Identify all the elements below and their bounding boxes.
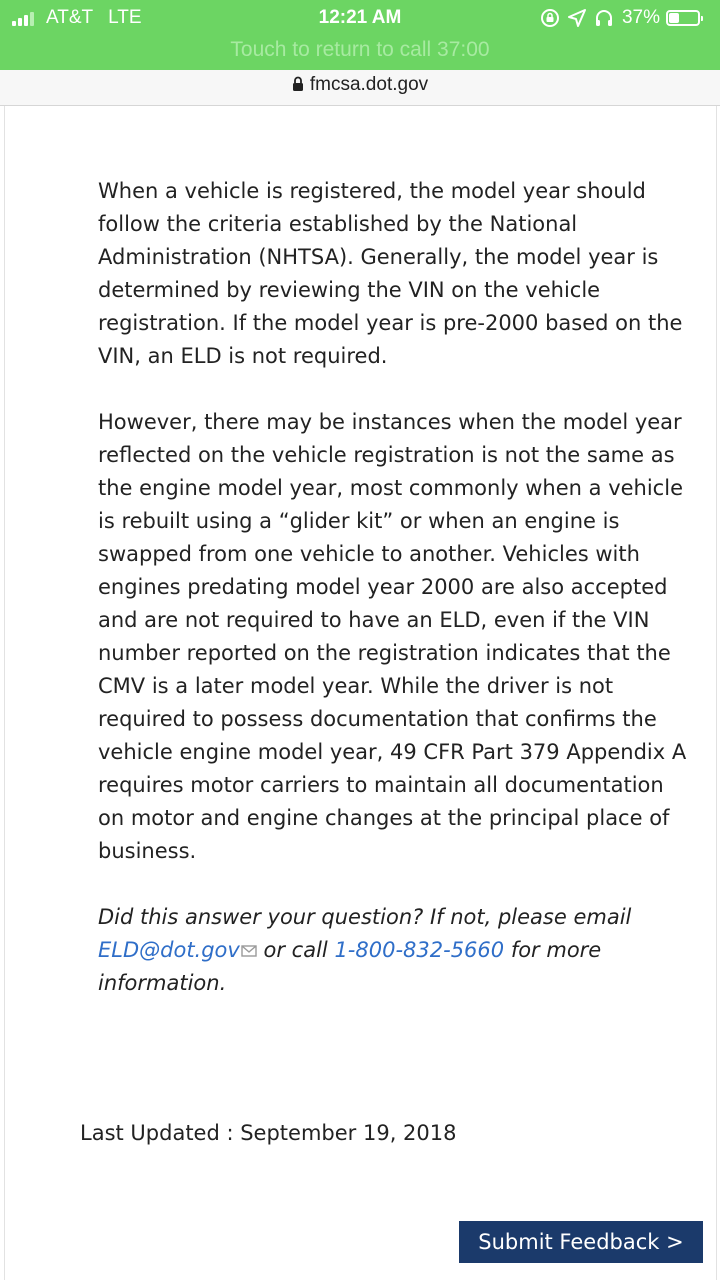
page-right-border [716,106,717,1280]
email-text: ELD@dot.gov [98,938,240,962]
battery-percent: 37% [621,7,660,28]
page-left-border [4,106,5,1280]
return-to-call-banner[interactable]: Touch to return to call 37:00 [230,38,490,61]
location-arrow-icon [568,9,586,27]
carrier-name: AT&T [46,7,93,28]
url-bar[interactable] [0,70,720,106]
article-paragraph: However, there may be instances when the model year reflected on the vehicle registration is not the same as the engine model year, most commonly when a vehicle is rebuilt using a “glider kit” or when an engine is swapped from one vehicle to another. Vehicles with engines predating model year 2000 are also accepted and are not required to have an ELD, even if the VIN number reported on the registration indicates that the CMV is a later model year. While the driver is not required to possess documentation that confirms the vehicle engine model year, 49 CFR Part 379 Appendix A requires motor carriers to maintain all documentation on motor and engine changes at the principal place of business. [98,410,687,863]
status-bar[interactable] [0,0,720,70]
submit-feedback-button[interactable]: Submit Feedback > [459,1221,703,1263]
status-row [0,0,720,36]
email-link[interactable] [98,938,257,962]
last-updated: Last Updated : September 19, 2018 [80,1121,457,1145]
url-display[interactable] [0,74,720,96]
status-icons [540,6,700,30]
contact-prefix: Did this answer your question? If not, please email [98,905,632,929]
contact-suffix: for more information. [98,938,602,995]
mail-icon [241,945,257,957]
contact-middle: or call [256,938,335,962]
clock: 12:21 AM [318,7,402,28]
phone-link[interactable]: 1-800-832-5660 [334,938,505,962]
orientation-lock-icon [540,8,560,28]
battery-fill [669,13,679,23]
article-paragraph: When a vehicle is registered, the model year should follow the criteria established by the National Administration (NHTSA). Generally, the model year is determined by reviewing the VIN on the vehicle registration. If the model year is pre-2000 based on the VIN, an ELD is not required. [98,179,683,368]
lock-icon [292,76,304,92]
contact-paragraph [98,901,688,1000]
headphones-icon [594,8,614,28]
url-text: fmcsa.dot.gov [309,74,429,95]
network-type: LTE [108,7,142,28]
article-body [98,175,688,1033]
battery-icon [666,10,700,26]
